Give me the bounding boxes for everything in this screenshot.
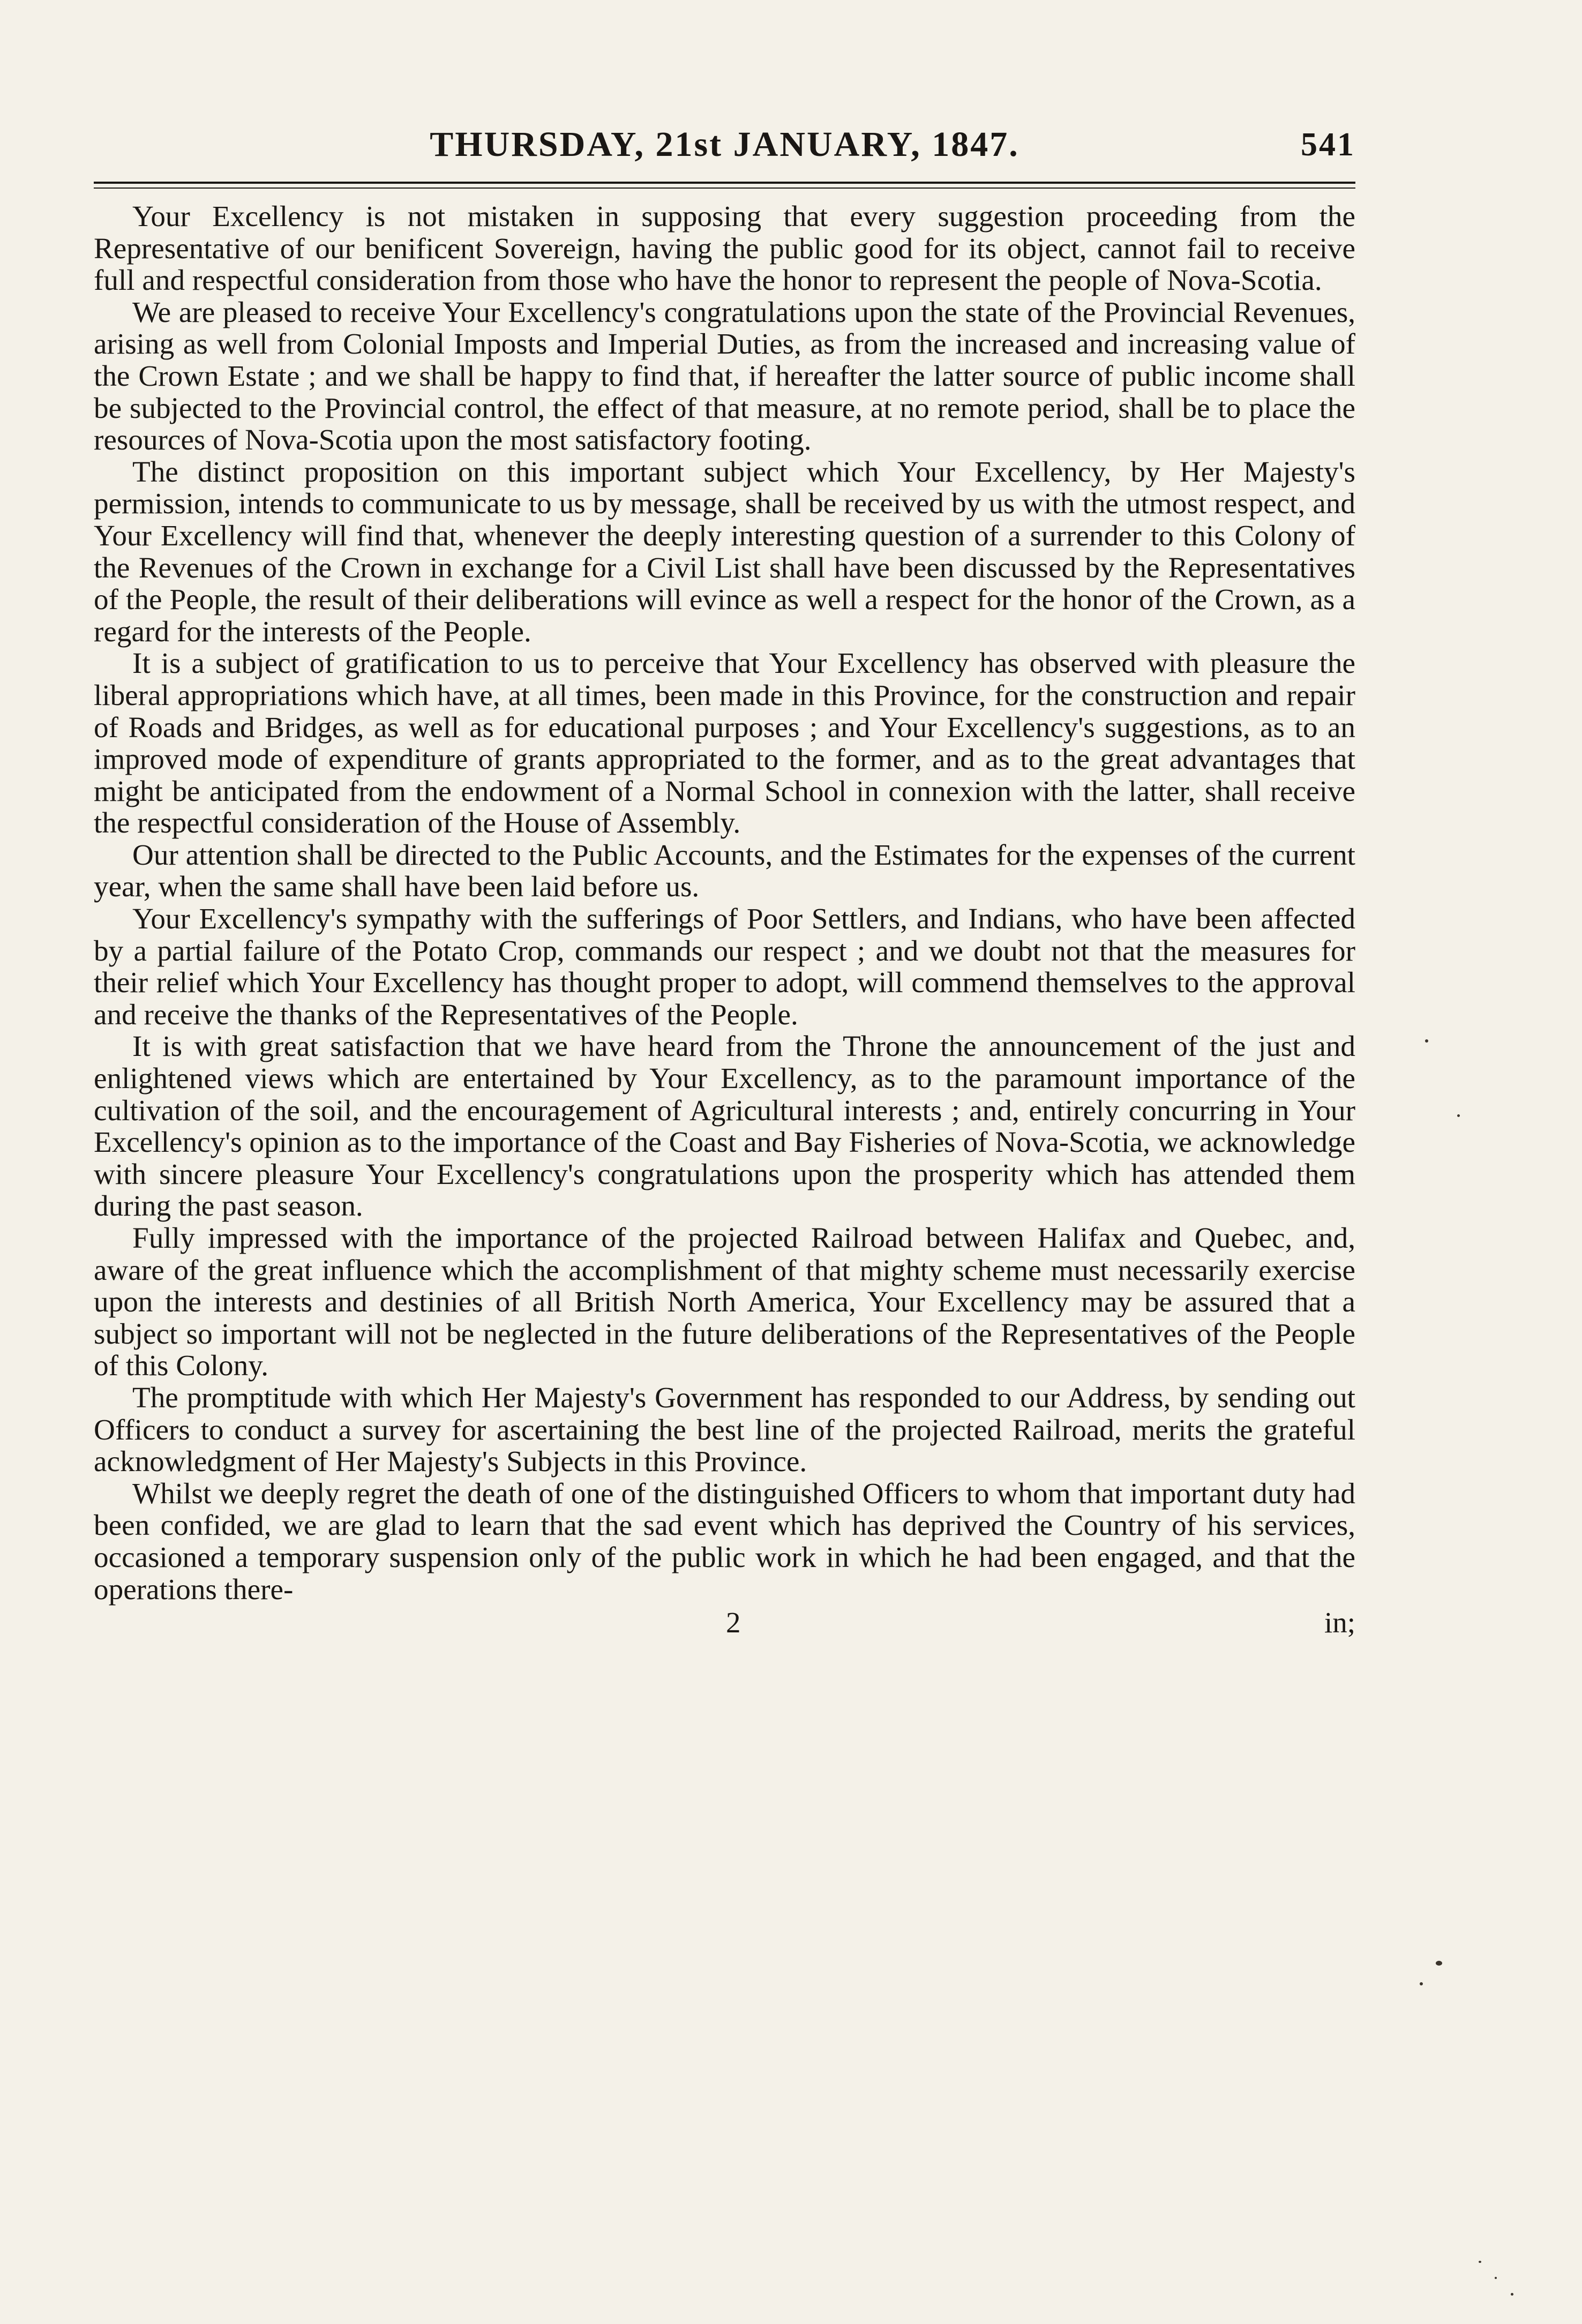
paragraph-8: Fully impressed with the importance of the projected Railroad between Halifax and Quebec, and, aware of the great influence which the accomplishment of that mighty scheme must necessarily exercise upon the interests and destinies of all British North America, Your Excellency may be assured that a subject so important will not be neglected in the future deliberations of the Representatives of the People of this Colony. <box>94 1221 1355 1382</box>
document-page <box>94 115 1355 1639</box>
header-rule-thin <box>94 188 1355 189</box>
print-speckle <box>1420 1982 1423 1985</box>
print-speckle <box>1495 2277 1497 2279</box>
catchword: in; <box>1324 1606 1355 1639</box>
paragraph-5: Our attention shall be directed to the Public Accounts, and the Estimates for the expenses of the current year, when the same shall have been laid before us. <box>94 838 1355 903</box>
page-number: 541 <box>1301 126 1355 163</box>
page-footer <box>94 1606 1355 1639</box>
print-speckle <box>1425 1039 1428 1043</box>
paragraph-4: It is a subject of gratification to us to perceive that Your Excellency has observed with pleasure the liberal appropriations which have, at all times, been made in this Province, for the construction and repair of Roads and Bridges, as well as for educational purposes ; and Your Excellency's suggestions, as to an improved mode of expenditure of grants appropriated to the former, and as to the great advantages that might be anticipated from the endowment of a Normal School in connexion with the latter, shall receive the respectful consideration of the House of Assembly. <box>94 647 1355 839</box>
print-speckle <box>1457 1114 1460 1117</box>
paragraph-2: We are pleased to receive Your Excellency's congratulations upon the state of the Provincial Revenues, arising as well from Colonial Imposts and Imperial Duties, as from the increased and increasing value of the Crown Estate ; and we shall be happy to find that, if hereafter the latter source of public income shall be subjected to the Provincial control, the effect of that measure, at no remote period, shall be to place the resources of Nova-Scotia upon the most satisfactory footing. <box>94 295 1355 456</box>
paragraph-1: Your Excellency is not mistaken in supposing that every suggestion proceeding from the Representative of our benificent Sovereign, having the public good for its object, cannot fail to receive full and respectful consideration from those who have the honor to represent the people of Nova-Scotia. <box>94 200 1355 297</box>
paragraph-9: The promptitude with which Her Majesty's Government has responded to our Address, by sending out Officers to conduct a survey for ascertaining the best line of the projected Railroad, merits the grateful acknowledgment of Her Majesty's Subjects in this Province. <box>94 1381 1355 1478</box>
paragraph-6: Your Excellency's sympathy with the sufferings of Poor Settlers, and Indians, who have been affected by a partial failure of the Potato Crop, commands our respect ; and we doubt not that the measures for their relief which Your Excellency has thought proper to adopt, will commend themselves to the approval and receive the thanks of the Representatives of the People. <box>94 902 1355 1031</box>
header-title: THURSDAY, 21st JANUARY, 1847. <box>430 125 1019 164</box>
print-speckle <box>1511 2293 1513 2296</box>
paragraph-10: Whilst we deeply regret the death of one of the distinguished Officers to whom that important duty had been confided, we are glad to learn that the sad event which has deprived the Country of his services, occasioned a temporary suspension only of the public work in which he had been engaged, and that the operations there- <box>94 1476 1355 1606</box>
print-speckle <box>1479 2261 1481 2263</box>
paragraph-7: It is with great satisfaction that we have heard from the Throne the announcement of the just and enlightened views which are entertained by Your Excellency, as to the paramount importance of the cultivation of the soil, and the encouragement of Agricultural interests ; and, entirely concurring in Your Excellency's opinion as to the importance of the Coast and Bay Fisheries of Nova-Scotia, we acknowledge with sincere pleasure Your Excellency's congratulations upon the prosperity which has attended them during the past season. <box>94 1030 1355 1223</box>
paragraph-3: The distinct proposition on this important subject which Your Excellency, by Her Majesty's permission, intends to communicate to us by message, shall be received by us with the utmost respect, and Your Excellency will find that, whenever the deeply interesting question of a surrender to this Colony of the Revenues of the Crown in exchange for a Civil List shall have been discussed by the Representatives of the People, the result of their deliberations will evince as well a respect for the honor of the Crown, as a regard for the interests of the People. <box>94 455 1355 648</box>
running-head <box>94 115 1355 174</box>
header-rule-thick <box>94 182 1355 184</box>
signature-mark: 2 <box>726 1606 741 1639</box>
print-speckle <box>1436 1961 1442 1966</box>
body-text <box>94 200 1355 1605</box>
